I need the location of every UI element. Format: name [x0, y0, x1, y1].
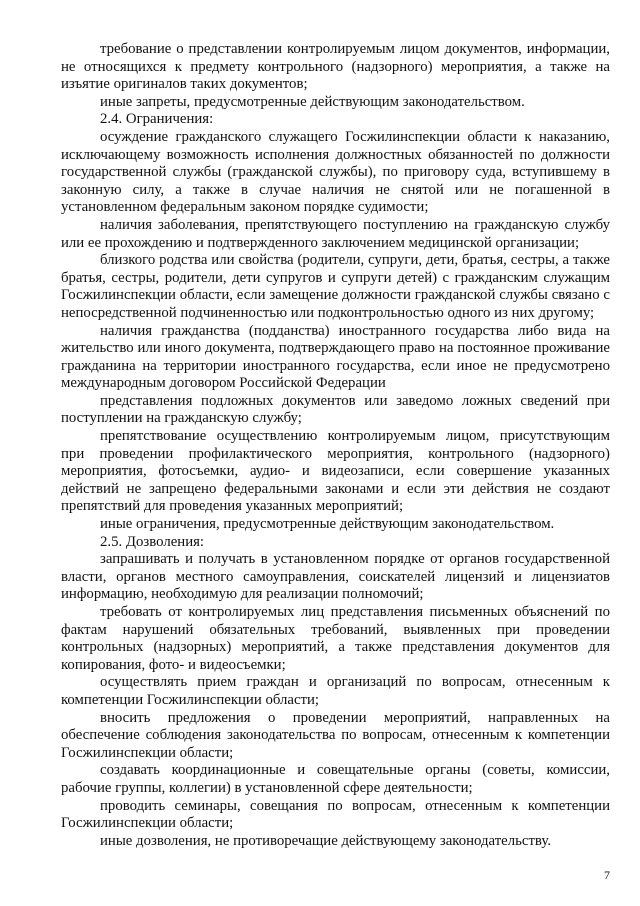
section-heading-permissions: 2.5. Дозволения:	[100, 533, 205, 550]
paragraph-other-restrictions: иные ограничения, предусмотренные действующим законодательством.	[100, 516, 555, 533]
paragraph-seminars: проводить семинары, совещания по вопросам, отнесенным к компетенции Госжилинспекции области;	[61, 797, 610, 832]
page-number: 7	[604, 868, 610, 882]
paragraph-request-information: запрашивать и получать в установленном порядке от органов государственной власти, органов местного самоуправления, соискателей лицензий и лицензиатов информацию, необходимую для реализации полномочий;	[61, 551, 610, 603]
paragraph-false-documents: представления подложных документов или заведомо ложных сведений при поступлении на гражданскую службу;	[61, 392, 610, 427]
paragraph-advisory-bodies: создавать координационные и совещательные органы (советы, комиссии, рабочие группы, коллегии) в установленной сфере деятельности;	[61, 762, 610, 796]
paragraph-other-permissions: иные дозволения, не противоречащие действующему законодательству.	[100, 832, 552, 849]
paragraph-proposals: вносить предложения о проведении мероприятий, направленных на обеспечение соблюдения законодательства по вопросам, отнесенным к компетенции Госжилинспекции области;	[61, 709, 610, 761]
paragraph-recording-obstruction: препятствование осуществлению контролируемым лицом, присутствующим при проведении профилактического мероприятия, контрольного (надзорного) мероприятия, фотосъемки, аудио- и видеозаписи, если совершение указанных действий не запрещено федеральными законами и если эти действия не создают препятствий для проведения указанных мероприятий;	[61, 428, 610, 515]
text-body	[61, 41, 610, 850]
paragraph-other-bans: иные запреты, предусмотренные действующим законодательством.	[100, 93, 525, 110]
paragraph-citizen-reception: осуществлять прием граждан и организаций по вопросам, отнесенным к компетенции Госжилинспекции области;	[61, 674, 610, 708]
paragraph-document-request-ban: требование о представлении контролируемым лицом документов, информации, не относящихся к предмету контрольного (надзорного) мероприятия, а также на изъятие оригиналов таких документов;	[61, 41, 610, 93]
paragraph-kinship: близкого родства или свойства (родители, супруги, дети, братья, сестры, а также братья, сестры, родители, дети супругов и супруги детей) с гражданским служащим Госжилинспекции области, если замещение должности гражданской службы связано с непосредственной подчиненностью или подконтрольностью одного из них другому;	[61, 252, 610, 321]
paragraph-demand-explanations: требовать от контролируемых лиц представления письменных объяснений по фактам нарушений обязательных требований, выявленных при проведении контрольных (надзорных) мероприятий, а также представления документов для копирования, фото- и видеосъемки;	[61, 604, 610, 673]
paragraph-disease: наличия заболевания, препятствующего поступлению на гражданскую службу или ее прохождению и подтвержденного заключением медицинской организации;	[61, 216, 610, 251]
section-heading-restrictions: 2.4. Ограничения:	[100, 111, 214, 128]
paragraph-conviction: осуждение гражданского служащего Госжилинспекции области к наказанию, исключающему возможность исполнения должностных обязанностей по должности государственной службы (гражданской службы), по приговору суда, вступившему в законную силу, а также в случае наличия не снятой или не погашенной в установленном федеральным законом порядке судимости;	[61, 128, 610, 216]
paragraph-foreign-citizenship: наличия гражданства (подданства) иностранного государства либо вида на жительство или иного документа, подтверждающего право на постоянное проживание гражданина на территории иностранного государства, если иное не предусмотрено международным договором Российской Федерации	[61, 322, 610, 392]
